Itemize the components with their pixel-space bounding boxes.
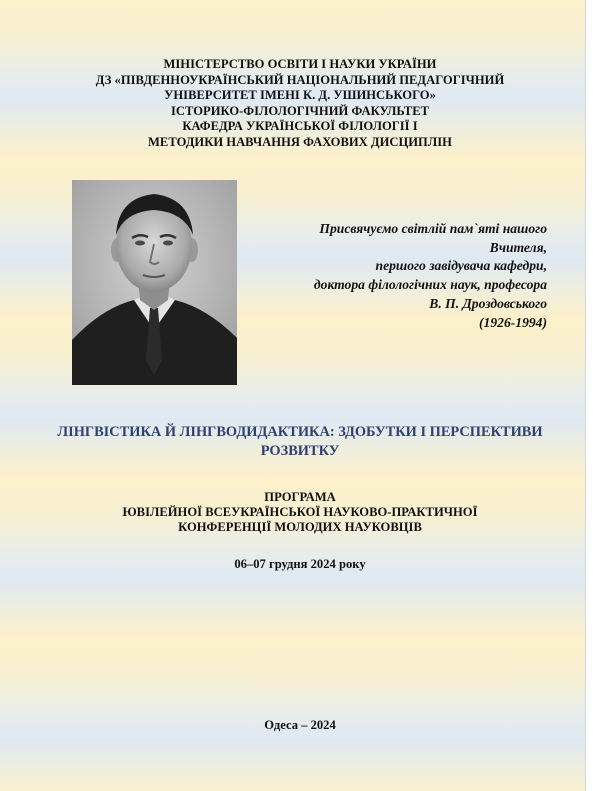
page-edge — [585, 0, 593, 791]
header-line: КАФЕДРА УКРАЇНСЬКОЇ ФІЛОЛОГІЇ І — [182, 119, 418, 133]
dedication-text — [247, 220, 547, 332]
header-line: МЕТОДИКИ НАВЧАННЯ ФАХОВИХ ДИСЦИПЛІН — [148, 134, 452, 149]
dedication-line: Присвячуємо світлій пам`яті нашого — [319, 221, 547, 236]
conference-title: ЛІНГВІСТИКА Й ЛІНГВОДИДАКТИКА: ЗДОБУТКИ І ПЕРСПЕКТИВИ РОЗВИТКУ — [57, 424, 543, 459]
program-line: ПРОГРАМА — [264, 490, 336, 504]
institution-header — [60, 57, 540, 150]
header-line: ІСТОРИКО-ФІЛОЛОГІЧНИЙ ФАКУЛЬТЕТ — [170, 103, 429, 118]
portrait-photo — [72, 180, 237, 385]
conference-date: 06–07 грудня 2024 року — [234, 557, 366, 571]
header-line: МІНІСТЕРСТВО ОСВІТИ І НАУКИ УКРАЇНИ — [163, 57, 437, 71]
dedication-line: В. П. Дроздовського — [429, 295, 547, 311]
program-line: КОНФЕРЕНЦІЇ МОЛОДИХ НАУКОВЦІВ — [178, 520, 422, 534]
dedication-line: першого завідувача кафедри, — [375, 258, 547, 274]
place-year: Одеса – 2024 — [264, 718, 336, 732]
dedication-line: (1926-1994) — [479, 314, 547, 330]
dedication-line: доктора філологічних наук, професора — [313, 277, 547, 293]
dedication-line: Вчителя, — [489, 239, 547, 255]
header-line: ДЗ «ПІВДЕННОУКРАЇНСЬКИЙ НАЦІОНАЛЬНИЙ ПЕДАГОГІЧНИЙ — [95, 72, 505, 87]
header-line: УНІВЕРСИТЕТ ІМЕНІ К. Д. УШИНСЬКОГО» — [164, 88, 436, 102]
program-line: ЮВІЛЕЙНОЇ ВСЕУКРАЇНСЬКОЇ НАУКОВО-ПРАКТИЧНОЇ — [122, 505, 478, 519]
program-heading — [50, 490, 550, 535]
